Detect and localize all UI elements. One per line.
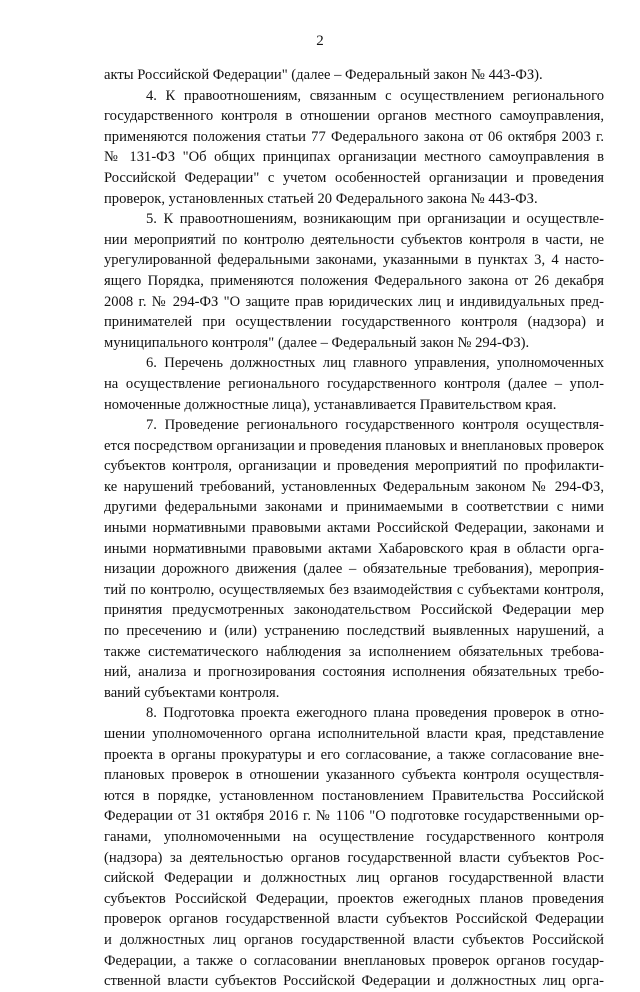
text-line: ется посредством организации и проведения плановых и внеплановых проверок bbox=[104, 437, 604, 454]
text-line: тий по контролю, осуществляемых без взаимодействия с субъектами контроля, bbox=[104, 581, 604, 598]
text-line: 2008 г. № 294-ФЗ "О защите прав юридических лиц и индивидуальных пред- bbox=[104, 293, 604, 310]
text-line: на осуществление регионального государственного контроля (далее – упол- bbox=[104, 375, 604, 392]
text-line: принятия предусмотренных законодательством Российской Федерации мер bbox=[104, 602, 604, 619]
text-line: ются в порядке, установленном постановлением Правительства Российской bbox=[104, 787, 604, 804]
text-line: другими федеральными законами и принимаемыми в соответствии с ними bbox=[104, 499, 604, 516]
text-line: нии мероприятий по контролю деятельности субъектов контроля в части, не bbox=[104, 231, 604, 248]
text-line: субъектов Российской Федерации, проектов ежегодных планов проведения bbox=[104, 890, 604, 907]
text-line: 5. К правоотношениям, возникающим при организации и осуществле- bbox=[146, 211, 604, 228]
text-line: 4. К правоотношениям, связанным с осуществлением регионального bbox=[146, 87, 604, 104]
text-line: Российской Федерации" с учетом особенностей организации и проведения bbox=[104, 169, 604, 186]
text-line: сийской Федерации и должностных лиц органов государственной власти bbox=[104, 870, 604, 887]
text-line: также систематического наблюдения за исполнением обязательных требова- bbox=[104, 643, 604, 660]
text-line: принимателей при осуществлении государственного контроля (надзора) и bbox=[104, 314, 604, 331]
text-line: ганами, уполномоченными на осуществление государственного контроля bbox=[104, 828, 604, 845]
text-line: шении уполномоченного органа исполнительной власти края, представление bbox=[104, 726, 604, 742]
text-line: по пресечению и (или) устранению последствий выявленных нарушений, а bbox=[104, 623, 604, 640]
text-line: проверок органов государственной власти субъектов Российской Федерации bbox=[104, 911, 604, 928]
document-body bbox=[104, 65, 604, 992]
text-line: 8. Подготовка проекта ежегодного плана проведения проверок в отно- bbox=[146, 705, 604, 722]
text-line: ваний субъектами контроля. bbox=[104, 684, 280, 701]
text-line: урегулированной федеральными законами, указанными в пунктах 3, 4 насто- bbox=[104, 252, 604, 269]
text-line: государственного контроля в отношении органов местного самоуправления, bbox=[104, 108, 604, 125]
text-line: Федерации, а также о согласовании внеплановых проверок органов государ- bbox=[104, 952, 604, 969]
text-line: иными нормативными правовыми актами Российской Федерации, законами и bbox=[104, 520, 604, 537]
text-line: ний, анализа и прогнозирования состояния исполнения обязательных требо- bbox=[104, 664, 604, 681]
text-line: № 131-ФЗ "Об общих принципах организации местного самоуправления в bbox=[104, 149, 604, 166]
text-line: муниципального контроля" (далее – Федеральный закон № 294-ФЗ). bbox=[104, 334, 530, 351]
text-line: номоченные должностные лица), устанавливается Правительством края. bbox=[104, 396, 557, 413]
text-line: 7. Проведение регионального государственного контроля осуществля- bbox=[146, 417, 604, 434]
text-line: применяются положения статьи 77 Федерального закона от 06 октября 2003 г. bbox=[104, 128, 604, 145]
text-line: ственной власти субъектов Российской Федерации и должностных лиц орга- bbox=[104, 973, 604, 990]
text-line: 6. Перечень должностных лиц главного управления, уполномоченных bbox=[146, 355, 604, 372]
text-line: ке нарушений требований, установленных Федеральным законом № 294-ФЗ, bbox=[104, 478, 604, 495]
text-line: субъектов контроля, организации и проведения мероприятий по профилакти- bbox=[104, 458, 604, 475]
text-line: проверок, установленных статьей 20 Федерального закона № 443-ФЗ. bbox=[104, 190, 538, 207]
page-number: 2 bbox=[316, 33, 324, 49]
text-line: иными нормативными правовыми актами Хабаровского края в области орга- bbox=[104, 540, 604, 557]
text-line: проекта в органы прокуратуры и его согласование, а также согласование вне- bbox=[104, 746, 604, 763]
text-line: Федерации от 31 октября 2016 г. № 1106 "О подготовке государственными ор- bbox=[104, 808, 604, 825]
text-line: низации дорожного движения (далее – обязательные требования), мероприя- bbox=[104, 561, 604, 578]
text-line: (надзора) за деятельностью органов государственной власти субъектов Рос- bbox=[104, 849, 604, 866]
text-line: и должностных лиц органов государственной власти субъектов Российской bbox=[104, 931, 604, 948]
text-line: ящего Порядка, применяются положения Федерального закона от 26 декабря bbox=[104, 272, 604, 289]
text-line: плановых проверок в отношении указанного субъекта контроля осуществля- bbox=[104, 767, 604, 784]
text-line: акты Российской Федерации" (далее – Федеральный закон № 443-ФЗ). bbox=[104, 67, 543, 83]
